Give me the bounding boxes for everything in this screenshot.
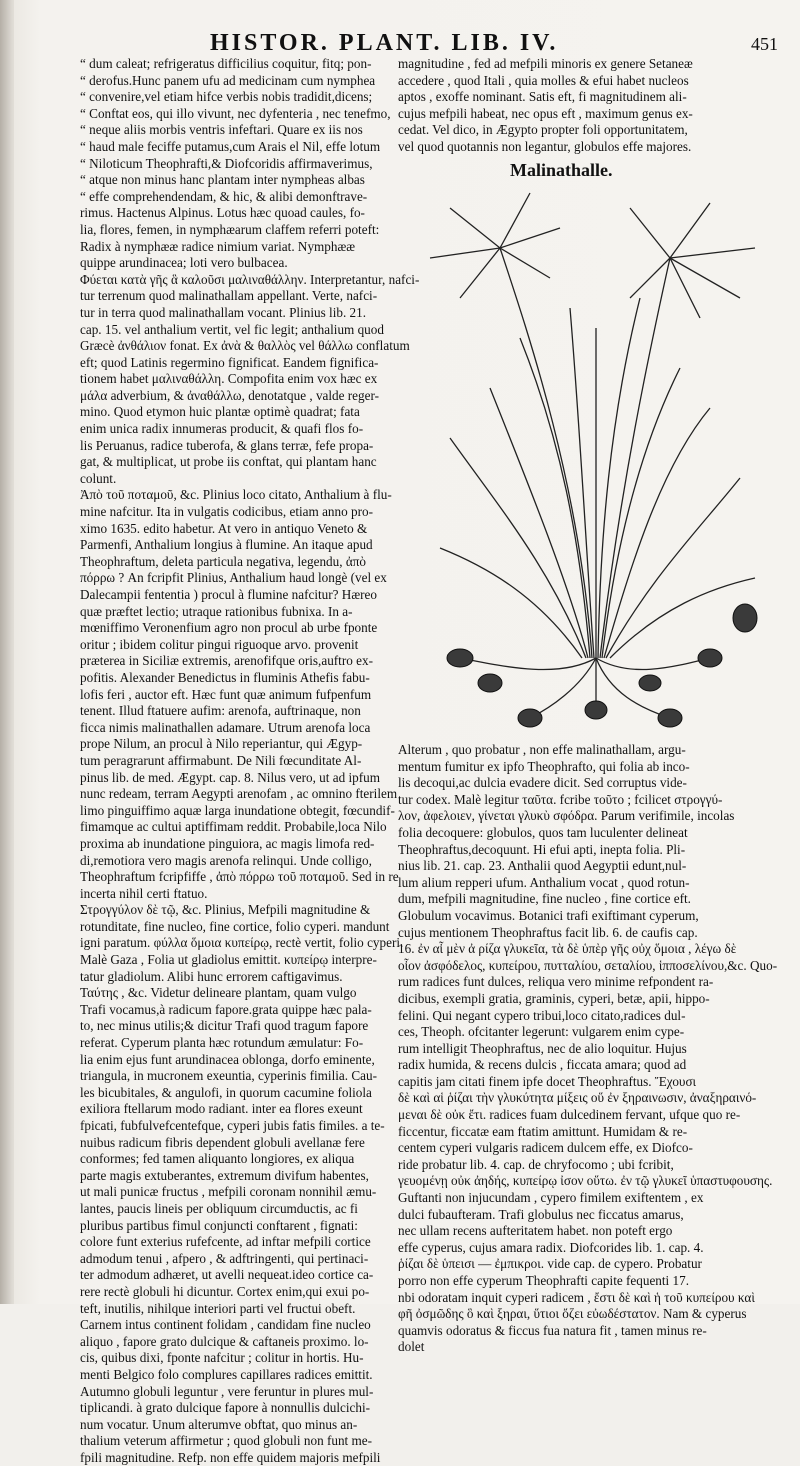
text-line: admodum tenui , afpero , & adftringenti, qui pertinaci- [80,1250,369,1266]
text-line: “ haud male feciffe putamus,cum Arais el Nil, effe lotum [80,138,381,154]
text-line: cujus mefpili habeat, nec opus eft , maximum genus ex- [398,105,693,121]
text-line: lia, flores, femen, in nymphæarum claffem referri poteft: [80,221,380,237]
text-line: colore funt exterius rufefcente, ad inftar mefpili cortice [80,1234,371,1250]
text-line: πόρρω ? An fcripfit Plinius, Anthalium haud longè (vel ex [80,570,387,586]
text-line: les bicubitales, & angulofi, in quorum cacumine foliola [80,1084,372,1100]
text-line: nuibus radicum fibris dependent globuli avellanæ fere [80,1134,365,1150]
text-line: tatur gladiolum. Alibi hunc errorem caftigavimus. [80,968,343,984]
text-line: prope Nilum, an procul à Nilo reperiantur, qui Ægyp- [80,736,363,752]
text-line: “ dum caleat; refrigeratus difficilius coquitur, fitq; pon- [80,56,372,71]
text-line: aliquo , fapore grato dulcique & caftaneis proximo. lo- [80,1333,369,1349]
text-line: rere rectè globuli hi dicuntur. Cortex enim,qui exui po- [80,1283,370,1299]
text-line: dulci fubaufteram. Trafi globulus nec ficcatus amarus, [398,1206,684,1222]
text-line: tur codex. Malè legitur ταῦτα. fcribe τοῦτο ; fcilicet στρογγύ- [398,791,723,807]
text-line: γευομένῃ οὐκ ἀηδής, κυπείρῳ ἰσον οὕτω. ἐν τῷ γλυκεῖ ὑπαστυφουσης. [398,1173,773,1189]
text-line: lis decoqui,ac dulcia evadere dicit. Sed corruptus vide- [398,775,687,791]
text-line: “ effe comprehendendam, & hic, & alibi demonftrave- [80,188,368,204]
text-line: mœniffimo Veronenfium agro non procul ab urbe fponte [80,620,378,636]
text-line: ficca nimis malinathallen adamare. Utrum arenofa loca [80,719,371,735]
text-line: Radix à nymphææ radice nimium variat. Nymphææ [80,238,356,254]
text-line: num vocatur. Unum alterumve obftat, quo minus an- [80,1416,358,1432]
text-line: tur terrenum quod malinathallam appellant. Verte, nafci- [80,288,378,304]
text-line: lia enim ejus funt arundinacea oblonga, dorfo eminente, [80,1051,375,1067]
text-line: præterea in Siciliæ extremis, arenofifque oris,auftro ex- [80,653,373,669]
text-line: tenent. Illud ftatuere aufim: arenofa, auftrinaque, non [80,703,361,719]
text-line: eft; quod Latinis regermino fignificat. Eandem fignifica- [80,354,379,370]
text-line: cedat. Vel dico, in Ægypto propter foli opportunitatem, [398,122,688,138]
text-line: rimus. Hactenus Alpinus. Lotus hæc quoad caules, fo- [80,205,365,221]
text-line: radix humida, & recens dulcis , ficcata amara; quod ad [398,1057,687,1073]
text-line: quippe arundinacea; loti vero bulbacea. [80,255,288,271]
text-line: tiplicandi. à grato dulcique fapore à nonnullis dulcichi- [80,1400,371,1416]
text-line: folia decoquere: globulos, quos tam luculenter delineat [398,824,688,840]
text-line: nunc redeam, terram Aegypti arenofam , ac omnino fterilem [80,786,398,802]
text-line: conformes; fed tamen aliquanto longiores, ex aliqua [80,1151,355,1167]
text-line: Malè Gaza , Folia ut gladiolus emittit. κυπείρῳ interpre- [80,952,377,968]
text-line: pinus lib. de med. Ægypt. cap. 8. Nilus vero, ut ad ipfum [80,769,380,785]
text-line: proxima ab inundatione pinguiora, ac magis limofa red- [80,835,375,851]
text-line: triangula, in mucronem exeuntia, cyperinis fimilia. Cau- [80,1068,377,1084]
text-line: capitis jam citati finem ipfe docet Theophraftus. Ἔχουσι [398,1073,697,1089]
text-line: Στρογγύλον δὲ τῷ, &c. Plinius, Mefpili magnitudine & [80,902,371,918]
text-line: Ἀπὸ τοῦ ποταμοῦ, &c. Plinius loco citato, Anthalium à flu- [80,487,392,503]
plant-woodcut [410,188,780,738]
text-line: Theophraftum, deleta particula negativa, legendu, ἀπὸ [80,553,366,569]
text-line: ximo 1635. edito habetur. At vero in antiquo Veneto & [80,520,368,536]
text-line: oritur ; ibidem colitur pingui riguoque arvo. provenit [80,636,359,652]
text-line: mino. Quod etymon huic plantæ optimè quadrat; fata [80,404,360,420]
text-line: centem cyperi vulgaris radicem dulcem effe, ex Diofco- [398,1140,693,1156]
page-number: 451 [751,34,778,54]
text-line: Globulum vocavimus. Botanici trafi exiftimant cyperum, [398,907,699,923]
text-line: ῥίζαι δὲ ὑπεισι — ἐμπικροι. vide cap. de cypero. Probatur [398,1256,702,1272]
text-line: Ταύτης , &c. Videtur delineare plantam, quam vulgo [80,985,357,1001]
text-line: “ neque aliis morbis ventris infeftari. Quare ex iis nos [80,122,363,138]
text-line: ride probatur lib. 4. cap. de chryfocomo ; ubi fcribit, [398,1156,674,1172]
text-line: felini. Qui negant cypero tribui,loco citato,radices dul- [398,1007,686,1023]
text-line: limo pinguiffimo aquæ larga inundatione obtegit, fœcundif- [80,802,395,818]
text-line: “ derofus.Hunc panem ufu ad medicinam cum nymphea [80,72,376,88]
text-line: φῆ ὀσμῶδης ὃ καὶ ξηραι, ὕτιοι ὄζει εὐωδέστατον. Nam & cyperus [398,1306,747,1322]
text-line: “ Niloticum Theophrafti,& Diofcoridis affirmaverimus, [80,155,373,171]
text-line: pluribus partibus fimul conjuncti conftarent , fignati: [80,1217,358,1233]
figure-title: Malinathalle. [510,160,613,180]
text-line: tur in terra quod malinathallam vocant. Plinius lib. 21. [80,304,367,320]
text-line: μεναι δὲ οὐκ ἔτι. radices fuam dulcedinem fervant, ufque quo re- [398,1107,741,1123]
text-line: Trafi vocamus,à radicum fapore.grata quippe hæc pala- [80,1001,372,1017]
text-line: pofitis. Alexander Benedictus in fluminis Athefis fabu- [80,669,370,685]
text-line: mentum fumitur ex ipfo Theophrafto, qui folia ab inco- [398,758,690,774]
text-line: 16. ἐν αἷ μὲν ἀ ρίζα γλυκεῖα, τὰ δὲ ὑπὲρ γῆς οὐχ ὅμοια , λέγω δὲ [398,941,737,957]
text-line: Dalecampii fententia ) procul à flumine nafcitur? Hæreo [80,587,377,602]
text-line: Theophraftus,decoquunt. Hi efui apti, inepta folia. Pli- [398,841,686,857]
text-line: nius lib. 21. cap. 23. Anthalii quod Aegyptii edunt,nul- [398,858,687,874]
text-line: vel quod quotannis non legantur, globulos effe majores. [398,138,692,154]
text-line: igni paratum. φύλλα ὅμοια κυπείρῳ, rectè vertit, folio cyperi. [80,935,404,951]
text-line: lofis feri , auctor eft. Hæc funt quæ animum fufpenfum [80,686,372,702]
text-line: thalium veterum affirmetur ; quod globuli non funt me- [80,1433,373,1449]
text-line: Parmenfi, Anthalium longius à flumine. An itaque apud [80,537,373,553]
text-line: Φύεται κατὰ γῆς ἃ καλοῦσι μαλιναθάλλην. Interpretantur, nafci- [80,271,420,287]
text-line: fpili magnitudine. Refp. non effe quidem majoris mefpili [80,1449,381,1465]
text-line: nec ullam recens aufteritatem habet. non poteft ergo [398,1223,673,1239]
text-line: dolet [398,1339,425,1355]
text-line: magnitudine , fed ad mefpili minoris ex genere Setaneæ [398,56,693,71]
text-line: rotunditate, fine nucleo, fine cortice, folio cyperi. mandunt [80,918,390,934]
text-line: quæ præftet lectio; utraque rationibus fubnixa. In a- [80,603,353,619]
text-line: porro non effe cyperum Theophrafti capite fequenti 17. [398,1273,689,1288]
text-line: ces, Theoph. ofcitanter legerunt: vulgarem enim cype- [398,1024,685,1040]
text-line: rum radices funt dulces, reliqua vero minime refpondent ra- [398,974,714,990]
text-line: nbi odoratam inquit cyperi radicem , ἔστι δὲ καὶ ἡ τοῦ κυπείρου καὶ [398,1289,755,1305]
right-column-top-text [398,56,780,152]
text-line: menti Belgico folo complures capillares radices emittit. [80,1366,373,1382]
text-line: Alterum , quo probatur , non effe malinathallam, argu- [398,742,686,757]
text-line: lum alium repperi ufum. Anthalium vocat , quod rotun- [398,874,690,890]
text-line: ut mali punicæ fructus , mefpili coronam nonnihil æmu- [80,1184,377,1200]
text-line: rum intelligit Theophraftus, nec de alio loquitur. Hujus [398,1040,687,1056]
text-line: cujus mentionem Theophraftus facit lib. 6. de caufis cap. [398,924,698,940]
text-line: tionem habet μαλιναθάλλη. Compofita enim vox hæc ex [80,371,378,387]
text-line: di,remotiora vero magis arenofa relinqui. Unde colligo, [80,852,372,868]
text-line: Autumno globuli leguntur , vere feruntur in plures mul- [80,1383,374,1399]
text-line: “ atque non minus hanc plantam inter nympheas albas [80,172,365,188]
text-line: cap. 15. vel anthalium vertit, vel fic legit; anthalium quod [80,321,384,337]
text-line: Carnem intus continent folidam , candidam fine nucleo [80,1317,371,1333]
text-line: fimamque ac cultui aptiffimam reddit. Probabile,loca Nilo [80,819,387,835]
text-line: tum peragrarunt affirmabunt. De Nili fœcunditate Al- [80,752,362,768]
text-line: to, nec minus utilis;& dicitur Trafi quod tragum fapore [80,1018,369,1034]
text-line: Græcè ἀνθάλιον fonat. Ex ἀνὰ & θαλλὸς vel θάλλω conflatum [80,338,410,354]
text-line: exiliora ftellarum modo radiant. inter ea flores exeunt [80,1101,363,1117]
text-line: lis Peruanus, radice tuberofa, & glans terræ, fefe propa- [80,437,374,453]
text-line: quamvis odoratus & ficcus fua natura fit , tamen minus re- [398,1322,707,1338]
text-line: parte magis extuberantes, extremum divifum habentes, [80,1167,369,1183]
page-header [80,30,778,56]
text-line: cis, quibus dixi, fponte nafcitur ; colitur in hortis. Hu- [80,1350,364,1366]
text-line: enim unica radix innumeras producit, & quafi flos fo- [80,421,364,437]
text-line: colunt. [80,470,117,486]
right-column-bottom-text [398,742,780,1355]
binding-shadow [0,0,14,1304]
text-line: fpicati, fubfulvefcentefque, cyperi jubis fatis fimiles. a te- [80,1118,385,1133]
running-head: HISTOR. PLANT. LIB. IV. [210,30,559,56]
text-line: δὲ καὶ αἱ ῥίζαι τὴν γλυκύτητα μίξεις οὕ ἐν ξηραινωσιν, ἀναξηραινό- [398,1090,757,1106]
text-line: effe cyperus, cujus amara radix. Diofcorides lib. 1. cap. 4. [398,1239,704,1255]
text-line: “ Conftat eos, qui illo vivunt, nec dyfenteria , nec tenefmo, [80,105,391,121]
text-line: οἷον ἀσφόδελος, κυπείρου, πυτταλίου, σεταλίου, ἱπποσελίνου,&c. Quo- [398,957,778,973]
text-line: referat. Cyperum planta hæc rotundum æmulatur: Fo- [80,1035,364,1051]
text-line: dum, mefpili magnitudine, fine nucleo , fine cortice eft. [398,891,691,907]
text-line: aptos , exoffe nominant. Satis eft, fi magnitudinem ali- [398,89,687,105]
text-line: “ convenire,vel etiam hifce verbis nobis tradidit,dicens; [80,89,373,105]
text-line: dicibus, exempli gratia, graminis, cyperi, betæ, apii, hippo- [398,990,710,1006]
text-line: teft, inutilis, nihilque interiori parti vel fructui obeft. [80,1300,356,1316]
text-line: Guftanti non injucundam , cypero fimilem exiftentem , ex [398,1190,704,1206]
text-line: ficcentur, ficcatæ eam ftatim amittunt. Humidam & re- [398,1123,688,1139]
text-line: incerta nihil certi ftatuo. [80,885,208,901]
text-line: lantes, paucis lineis per obliquum circumductis, ac fi [80,1200,358,1216]
text-line: accedere , quod Itali , quia molles & efui habet nucleos [398,72,689,88]
text-line: mine nafcitur. Ita in vulgatis codicibus, etiam anno pro- [80,504,373,520]
text-line: λον, ἀφελοιεν, γίνεται γλυκὺ σφόδρα. Parum verifimile, incolas [398,808,735,824]
text-line: gat, & multiplicat, ut probe iis conftat, qui plantam hanc [80,454,377,470]
text-line: μάλα adverbium, & ἀναθάλλω, denotatque , valde reger- [80,387,380,403]
plant-illustration [410,188,780,738]
text-line: ter admodum adhæret, ut avelli nequeat.ideo cortice ca- [80,1267,374,1283]
text-line: Theophraftum fcripfiffe , ἀπὸ πόρρω τοῦ ποταμοῦ. Sed in re [80,869,399,885]
